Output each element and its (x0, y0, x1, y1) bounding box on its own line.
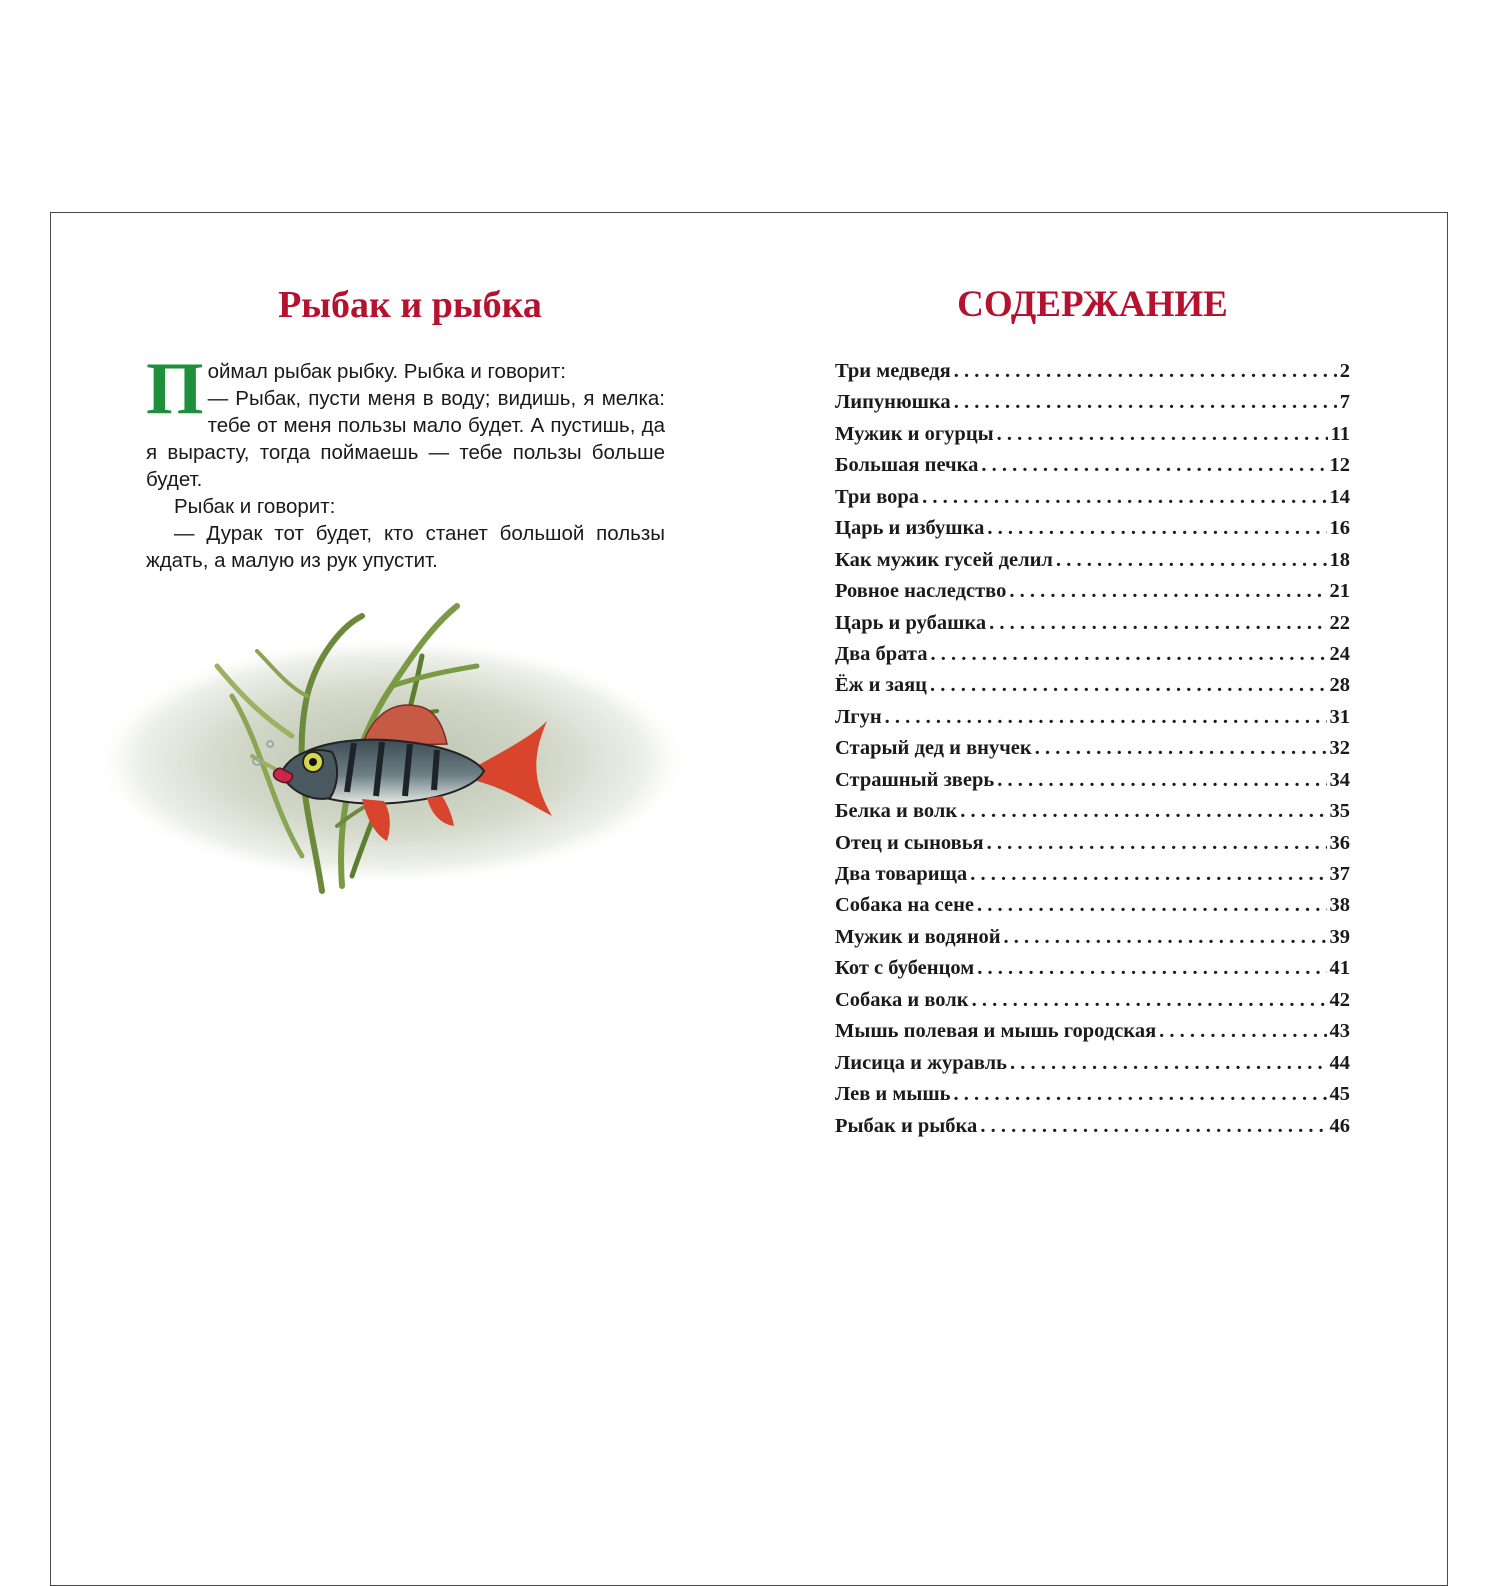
toc-title: СОДЕРЖАНИЕ (957, 284, 1228, 325)
toc-entry-page: 11 (1330, 422, 1350, 445)
toc-entry-title: Лгун (835, 705, 882, 728)
toc-dot-leader (1056, 549, 1327, 572)
toc-dot-leader (977, 894, 1327, 917)
toc-dot-leader (1159, 1020, 1326, 1043)
story-title: Рыбак и рыбка (278, 284, 542, 326)
toc-dot-leader (972, 989, 1327, 1012)
toc-entry-page: 22 (1329, 611, 1350, 634)
toc-dot-leader (1035, 737, 1327, 760)
toc-entry-page: 16 (1329, 517, 1350, 540)
toc-entry-page: 14 (1329, 485, 1350, 508)
toc-entry[interactable] (835, 957, 1350, 988)
toc-dot-leader (922, 486, 1326, 509)
toc-entry-page: 41 (1329, 957, 1350, 980)
story-paragraph-2: — Рыбак, пусти меня в воду; видишь, я мелка: тебе от меня пользы мало будет. А пустишь, да я вырасту, тогда поймаешь — тебе пользы больше будет. (146, 387, 665, 491)
toc-dot-leader (960, 800, 1326, 823)
toc-entry[interactable] (835, 643, 1350, 674)
toc-dot-leader (953, 1083, 1326, 1106)
toc-entry-title: Царь и рубашка (835, 611, 987, 634)
toc-entry-page: 2 (1339, 360, 1350, 382)
toc-entry[interactable] (835, 1115, 1350, 1146)
toc-dot-leader (987, 832, 1327, 855)
toc-entry-page: 36 (1329, 831, 1350, 854)
toc-entry-title: Царь и избушка (835, 517, 985, 540)
toc-entry-page: 44 (1329, 1051, 1350, 1074)
toc-dot-leader (1004, 926, 1327, 949)
toc-entry-page: 21 (1329, 580, 1350, 603)
toc-entry-page: 31 (1329, 705, 1350, 728)
toc-entry-title: Собака на сене (835, 894, 974, 917)
table-of-contents (835, 360, 1350, 1146)
toc-entry-title: Мышь полевая и мышь городская (835, 1020, 1157, 1043)
toc-entry[interactable] (835, 580, 1350, 611)
toc-entry-page: 28 (1329, 674, 1350, 697)
toc-entry[interactable] (835, 517, 1350, 548)
toc-dot-leader (977, 957, 1326, 980)
toc-entry[interactable] (835, 1083, 1350, 1114)
toc-entry-title: Собака и волк (835, 988, 969, 1011)
toc-entry-page: 43 (1329, 1020, 1350, 1043)
fish-pupil (309, 758, 317, 766)
toc-dot-leader (954, 360, 1337, 383)
toc-entry-title: Кот с бубенцом (835, 957, 975, 980)
toc-entry[interactable] (835, 863, 1350, 894)
toc-entry-page: 39 (1329, 925, 1350, 948)
toc-dot-leader (987, 517, 1326, 540)
toc-entry-page: 45 (1329, 1083, 1350, 1106)
toc-dot-leader (1010, 1052, 1326, 1075)
toc-entry[interactable] (835, 674, 1350, 705)
story-paragraph-1 (146, 348, 665, 430)
toc-entry-page: 7 (1339, 391, 1350, 414)
drop-cap: П (146, 348, 204, 430)
toc-entry[interactable] (835, 612, 1350, 643)
toc-entry-page: 18 (1329, 548, 1350, 571)
toc-entry-page: 46 (1329, 1114, 1350, 1137)
toc-entry[interactable] (835, 894, 1350, 925)
toc-entry-page: 32 (1329, 737, 1350, 760)
toc-entry-title: Два брата (835, 642, 928, 665)
toc-entry[interactable] (835, 1020, 1350, 1051)
toc-dot-leader (997, 769, 1326, 792)
toc-entry[interactable] (835, 486, 1350, 517)
toc-entry-title: Три медведя (835, 360, 951, 382)
toc-entry[interactable] (835, 737, 1350, 768)
toc-entry-title: Белка и волк (835, 800, 958, 823)
toc-entry[interactable] (835, 926, 1350, 957)
toc-entry-title: Ровное наследство (835, 580, 1007, 603)
story-paragraph-4: — Дурак тот будет, кто станет большой пользы ждать, а малую из рук упустит. (146, 522, 665, 572)
toc-entry-title: Мужик и огурцы (835, 422, 994, 445)
toc-entry[interactable] (835, 706, 1350, 737)
toc-entry-title: Старый дед и внучек (835, 737, 1032, 760)
toc-entry[interactable] (835, 1052, 1350, 1083)
toc-dot-leader (989, 612, 1326, 635)
toc-entry-page: 35 (1329, 800, 1350, 823)
toc-dot-leader (981, 454, 1326, 477)
toc-entry[interactable] (835, 454, 1350, 485)
toc-entry-title: Как мужик гусей делил (835, 548, 1053, 571)
toc-entry-title: Лев и мышь (835, 1083, 951, 1106)
toc-entry-title: Два товарища (835, 863, 968, 885)
toc-dot-leader (980, 1115, 1326, 1138)
toc-entry-title: Липунюшка (835, 391, 951, 414)
toc-entry-page: 42 (1329, 988, 1350, 1011)
toc-entry-title: Три вора (835, 485, 920, 508)
toc-dot-leader (997, 423, 1328, 446)
toc-entry-title: Отец и сыновья (835, 831, 984, 854)
toc-entry[interactable] (835, 391, 1350, 422)
toc-entry-title: Мужик и водяной (835, 925, 1001, 948)
toc-entry[interactable] (835, 423, 1350, 454)
toc-entry-page: 38 (1329, 894, 1350, 917)
toc-entry-page: 12 (1329, 454, 1350, 477)
toc-dot-leader (1009, 580, 1326, 603)
toc-entry-title: Страшный зверь (835, 768, 995, 791)
toc-entry[interactable] (835, 769, 1350, 800)
toc-entry-page: 24 (1329, 642, 1350, 665)
toc-entry-page: 34 (1329, 768, 1350, 791)
toc-entry[interactable] (835, 360, 1350, 391)
story-text (146, 348, 665, 574)
toc-entry-title: Большая печка (835, 454, 979, 477)
toc-entry[interactable] (835, 989, 1350, 1020)
toc-entry-title: Ёж и заяц (835, 674, 927, 697)
toc-entry-page: 37 (1329, 863, 1350, 885)
toc-dot-leader (970, 863, 1326, 886)
story-paragraph-3: Рыбак и говорит: (174, 495, 336, 518)
story-first-line: оймал рыбак рыбку. Рыбка и говорит: (207, 360, 566, 383)
toc-entry[interactable] (835, 832, 1350, 863)
toc-entry-title: Лисица и журавль (835, 1051, 1008, 1074)
toc-dot-leader (885, 706, 1327, 729)
toc-dot-leader (931, 643, 1327, 666)
toc-dot-leader (930, 674, 1327, 697)
toc-entry[interactable] (835, 549, 1350, 580)
toc-entry-title: Рыбак и рыбка (835, 1114, 978, 1137)
toc-entry[interactable] (835, 800, 1350, 831)
toc-dot-leader (954, 391, 1337, 414)
fish-illustration (92, 596, 692, 896)
